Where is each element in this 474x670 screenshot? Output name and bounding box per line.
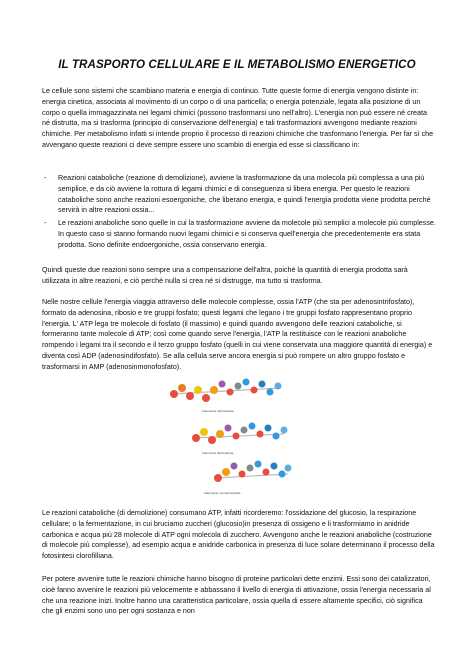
list-item — [42, 218, 436, 250]
bullet-marker: - — [44, 219, 47, 227]
paragraph-atp: Nelle nostre cellule l'energia viaggia attraverso delle molecole complesse, ossia l'ATP (che sta per adenosintrifosfato), formato da adenosina, ribosio e tre gruppi fosfato; questi legami che legano i tre gruppi fosfato rappresentano proprio l'energia. L' ATP lega tre molecole di fosfato (il massimo) e quindi quando avvengono delle reazioni cataboliche, si formeranno tante molecole di ATP; così come quando serve l'energia, l'ATP la restituisce con le reazioni anaboliche rompendo i legami tra il secondo e il terzo gruppo fosfato (quelli in cui viene conservata una maggiore quantità di energia) e diventa così ADP (adenosindifosfato). Se alla cellula serve ancora energia si può rompere un altro gruppo fosfato e trasformarsi in AMP (adenosinmonofosfato). — [42, 298, 433, 371]
amp-molecule — [204, 461, 292, 496]
bullet-catabolic: Reazioni cataboliche (reazione di demolizione), avviene la trasformazione da una molecola più complessa a una più semplice, e da ciò avviene la rottura di legami chimici e di conseguenza si libera energia. Per questo le reazioni cataboliche sono anche reazioni esoergoniche, che liberano energia, e quindi l'energia prodotta viene prodotta perché servirà in altre reazioni ossia... — [58, 174, 431, 215]
document-title: IL TRASPORTO CELLULARE E IL METABOLISMO ENERGETICO — [58, 58, 416, 71]
bullet-marker: - — [44, 174, 47, 182]
bullet-anabolic: Le reazioni anaboliche sono quelle in cui la trasformazione avviene da molecole più semplici a molecole più complesse. In questo caso si stanno formando nuovi legami chimici e si conserva quell'energia che precedentemente era stata prodotta. Sono definite endoergoniche, ossia conservano energia. — [58, 219, 436, 249]
atp-adp-amp-molecule-figure — [160, 368, 310, 498]
reaction-list — [42, 173, 436, 250]
adp-molecule — [192, 423, 288, 456]
atp-molecule — [170, 379, 282, 414]
figure-caption-amp: Adenosine monophosphate — [204, 491, 241, 495]
paragraph-intro: Le cellule sono sistemi che scambiano materia e energia di continuo. Tutte queste forme di energia vengono distinte in: energia cinetica, associata al movimento di un corpo o di una particella; o energia potenziale, legata alla posizione di un corpo o quella immagazzinata nei legami chimici (possono trasformarsi uno nell'altro). L'energia non può essere né creata né distrutta, ma si trasforma (principio di conservazione dell'energia) e tali trasformazioni avvengono mediante reazioni chimiche. Per metabolismo infatti si intende proprio il processo di reazioni chimiche che trasformano l'energia. Per far sì che avvengano queste reazioni ci deve sempre essere uno scambio di energia ed esse si classificano in: — [42, 87, 434, 149]
paragraph-compensation: Quindi queste due reazioni sono sempre una a compensazione dell'altra, poiché la quantità di energia prodotta sarà utilizzata in altre reazioni, e ciò perché nulla si crea né si distrugge, ma tutto si trasforma. — [42, 266, 408, 285]
paragraph-reactions: Le reazioni cataboliche (di demolizione) consumano ATP, infatti ricorderemo: l'ossidazione del glucosio, la respirazione cellulare; o la fermentazione, in cui bruciamo zuccheri (glucosio)in presenza di ossigeno e li trasformiamo in anidride carbonica e acqua più 28 molecole di ATP ogni molecola di zucchero. Avvengono anche le reazioni anaboliche (costruzione di molecole più complesse), ad esempio acqua e anidride carbonica in presenza di luce solare determinano il processo della fotosintesi clorofilliana. — [42, 509, 435, 560]
figure-caption-adp: Adenosine diphosphate — [202, 451, 234, 455]
list-item — [42, 173, 436, 216]
paragraph-enzymes: Per potere avvenire tutte le reazioni chimiche hanno bisogno di proteine particolari dette enzimi. Essi sono dei catalizzatori, cioè fanno avvenire le reazioni più velocemente e abbassano il livello di energia di attivazione, ossia l'energia necessaria al che una reazione inizi. Inoltre hanno una caratteristica particolare, ossia quella di essere altamente specifici, ciò significa che gli enzimi sono uno per ogni sostanza e non — [42, 575, 431, 616]
figure-caption-atp: Adenosine triphosphate — [202, 409, 234, 413]
